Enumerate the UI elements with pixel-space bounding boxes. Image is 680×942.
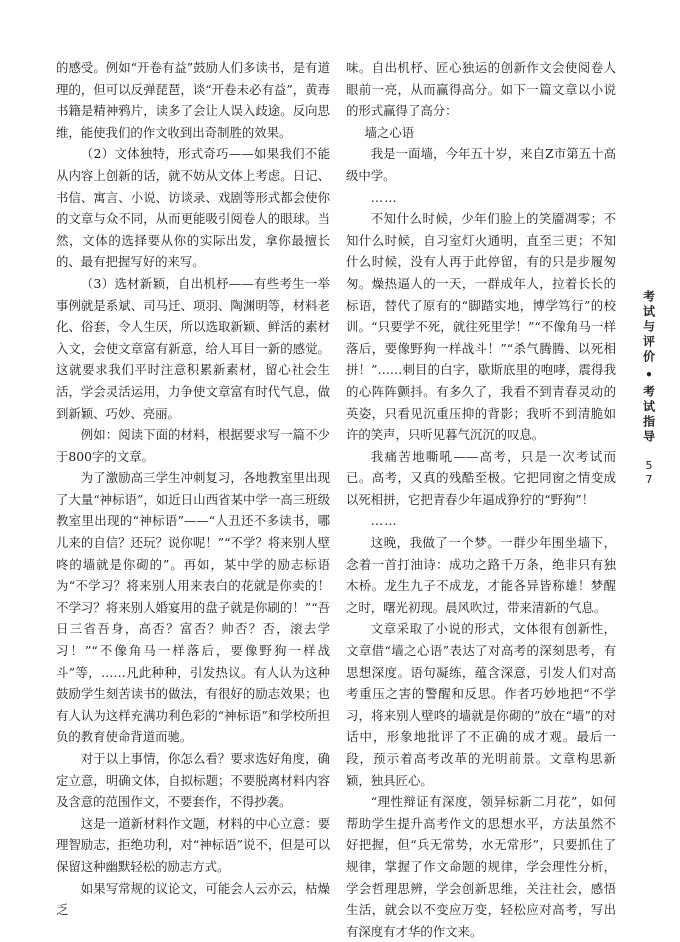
paragraph: 例如：阅读下面的材料，根据要求写一篇不少于800字的文章。 [56,427,330,464]
paragraph: 文章采取了小说的形式，文体很有创新性，文章借“墙之心语”表达了对高考的深刻思考，有思想深度。语句凝练，蕴含深意，引发人们对高考重压之害的警醒和反思。作者巧妙地把“不学习，将来别人壁咚的墙就是你砌的”放在“墙”的对话中，形象地批评了不正确的成才观。最后一段，预示着高考改革的光明前景。文章构思新颖，独具匠心。 [346,621,616,788]
running-header-sidebar [640,290,658,487]
paragraph: 的感受。例如“开卷有益”鼓励人们多读书，是有道理的，但可以反弹琵琶，谈“开卷未必有益”，黄毒书籍是精神鸦片，读多了会让人误入歧途。反向思维，能使我们的作文收到出奇制胜的效果。 [56,60,330,140]
paragraph: 这是一道新材料作文题，材料的中心立意：要理智励志，拒绝功利，对“神标语”说不，但是可以保留这种幽默轻松的励志方式。 [56,815,330,874]
page-number: 57 [642,459,656,487]
paragraph: “理性辩证有深度，领异标新二月花”，如何帮助学生提升高考作文的思想水平，方法虽然不好把握，但“兵无常势，水无常形”，只要抓住了规律，掌握了作文命题的规律，学会理性分析，学会哲理思辨，学会创新思维，关注社会，感悟生活，就会以不变应万变，轻松应对高考，写出有深度有才华的作文来。 [346,794,616,939]
paragraph: 对于以上事情，你怎么看？要求选好角度，确定立意，明确文体，自拟标题；不要脱离材料内容及含意的范围作文，不要套作，不得抄袭。 [56,751,330,810]
section-name: 考试指导 [641,385,656,445]
paragraph: （2）文体独特，形式奇巧——如果我们不能从内容上创新的话，就不妨从文体上考虑。日记、书信、寓言、小说、访谈录、戏剧等形式都会使你的文章与众不同，从而更能吸引阅卷人的眼球。当然，文体的选择要从你的实际出发，拿你最擅长的、最有把握写好的来写。 [56,146,330,270]
paragraph: 这晚，我做了一个梦。一群少年围坐墙下，念着一首打油诗：成功之路千万条，绝非只有独木桥。龙生九子不成龙，才能各异皆称雄！梦醒之时，曙光初现。晨风吹过，带来清新的气息。 [346,535,616,615]
paragraph: 味。自出机杼、匠心独运的创新作文会使阅卷人眼前一亮，从而赢得高分。如下一篇文章以小说的形式赢得了高分： [346,60,616,119]
left-column [56,57,330,921]
paragraph: 我痛苦地嘶吼——高考，只是一次考试而已。高考，又真的残酷至极。它把同窗之情变成以死相拼，它把青春少年逼成狰狞的“野狗”！ [346,448,616,507]
separator-dot: • [645,368,653,382]
paragraph: 不知什么时候，少年们脸上的笑靥凋零；不知什么时候，自习室灯火通明，直至三更；不知什么时候，没有人再于此停留，有的只是步履匆匆。燥热逼人的一天，一群成年人，拉着长长的标语，替代了原有的“脚踏实地，博学笃行”的校训。“只要学不死，就往死里学！”“不像角马一样落后，要像野狗一样战斗！”“杀气腾腾、以死相拼！”……刺目的白字，歇斯底里的咆哮，震得我的心阵阵颤抖。有多久了，我看不到青春灵动的英姿，只看见沉重压抑的背影；我听不到清脆如许的笑声，只听见暮气沉沉的叹息。 [346,211,616,443]
ellipsis-line: …… [370,189,398,205]
ellipsis-line: …… [370,513,398,529]
story-title: 墙之心语 [364,124,415,140]
paragraph: （3）选材新颖，自出机杼——有些考生一举事例就是系斌、司马迁、项羽、陶渊明等，材料老化、俗套，令人生厌，所以选取新颖、鲜活的素材入文，会使文章富有新意，给人耳目一新的感觉。这就要求我们平时注意积累新素材，留心社会生活，学会灵活运用，力争使文章富有时代气息，做到新颖、巧妙、亮丽。 [56,275,330,421]
journal-name: 考试与评价 [641,290,656,365]
paragraph: 为了激励高三学生冲刺复习，各地教室里出现了大量“神标语”，如近日山西省某中学一高三班级教室里出现的“神标语”——“人丑还不多读书，哪儿来的自信？还玩？说你呢！”“不学？将来别人壁咚的墙就是你砌的”。再如，某中学的励志标语为“不学习？将来别人用来表白的花就是你卖的！不学习？将来别人婚宴用的盘子就是你刷的！”“吾日三省吾身，高否？富否？帅否？否，滚去学习！”“不像角马一样落后，要像野狗一样战斗”等，……凡此种种，引发热议。有人认为这种鼓励学生刻苦读书的做法，有很好的励志效果；也有人认为这样充满功利色彩的“神标语”和学校所担负的教育使命背道而驰。 [56,470,330,745]
paragraph: 如果写常规的议论文，可能会人云亦云，枯燥乏 [56,880,330,918]
right-column [346,57,616,942]
paragraph: 我是一面墙，今年五十岁，来自Z市第五十高级中学。 [346,146,616,183]
